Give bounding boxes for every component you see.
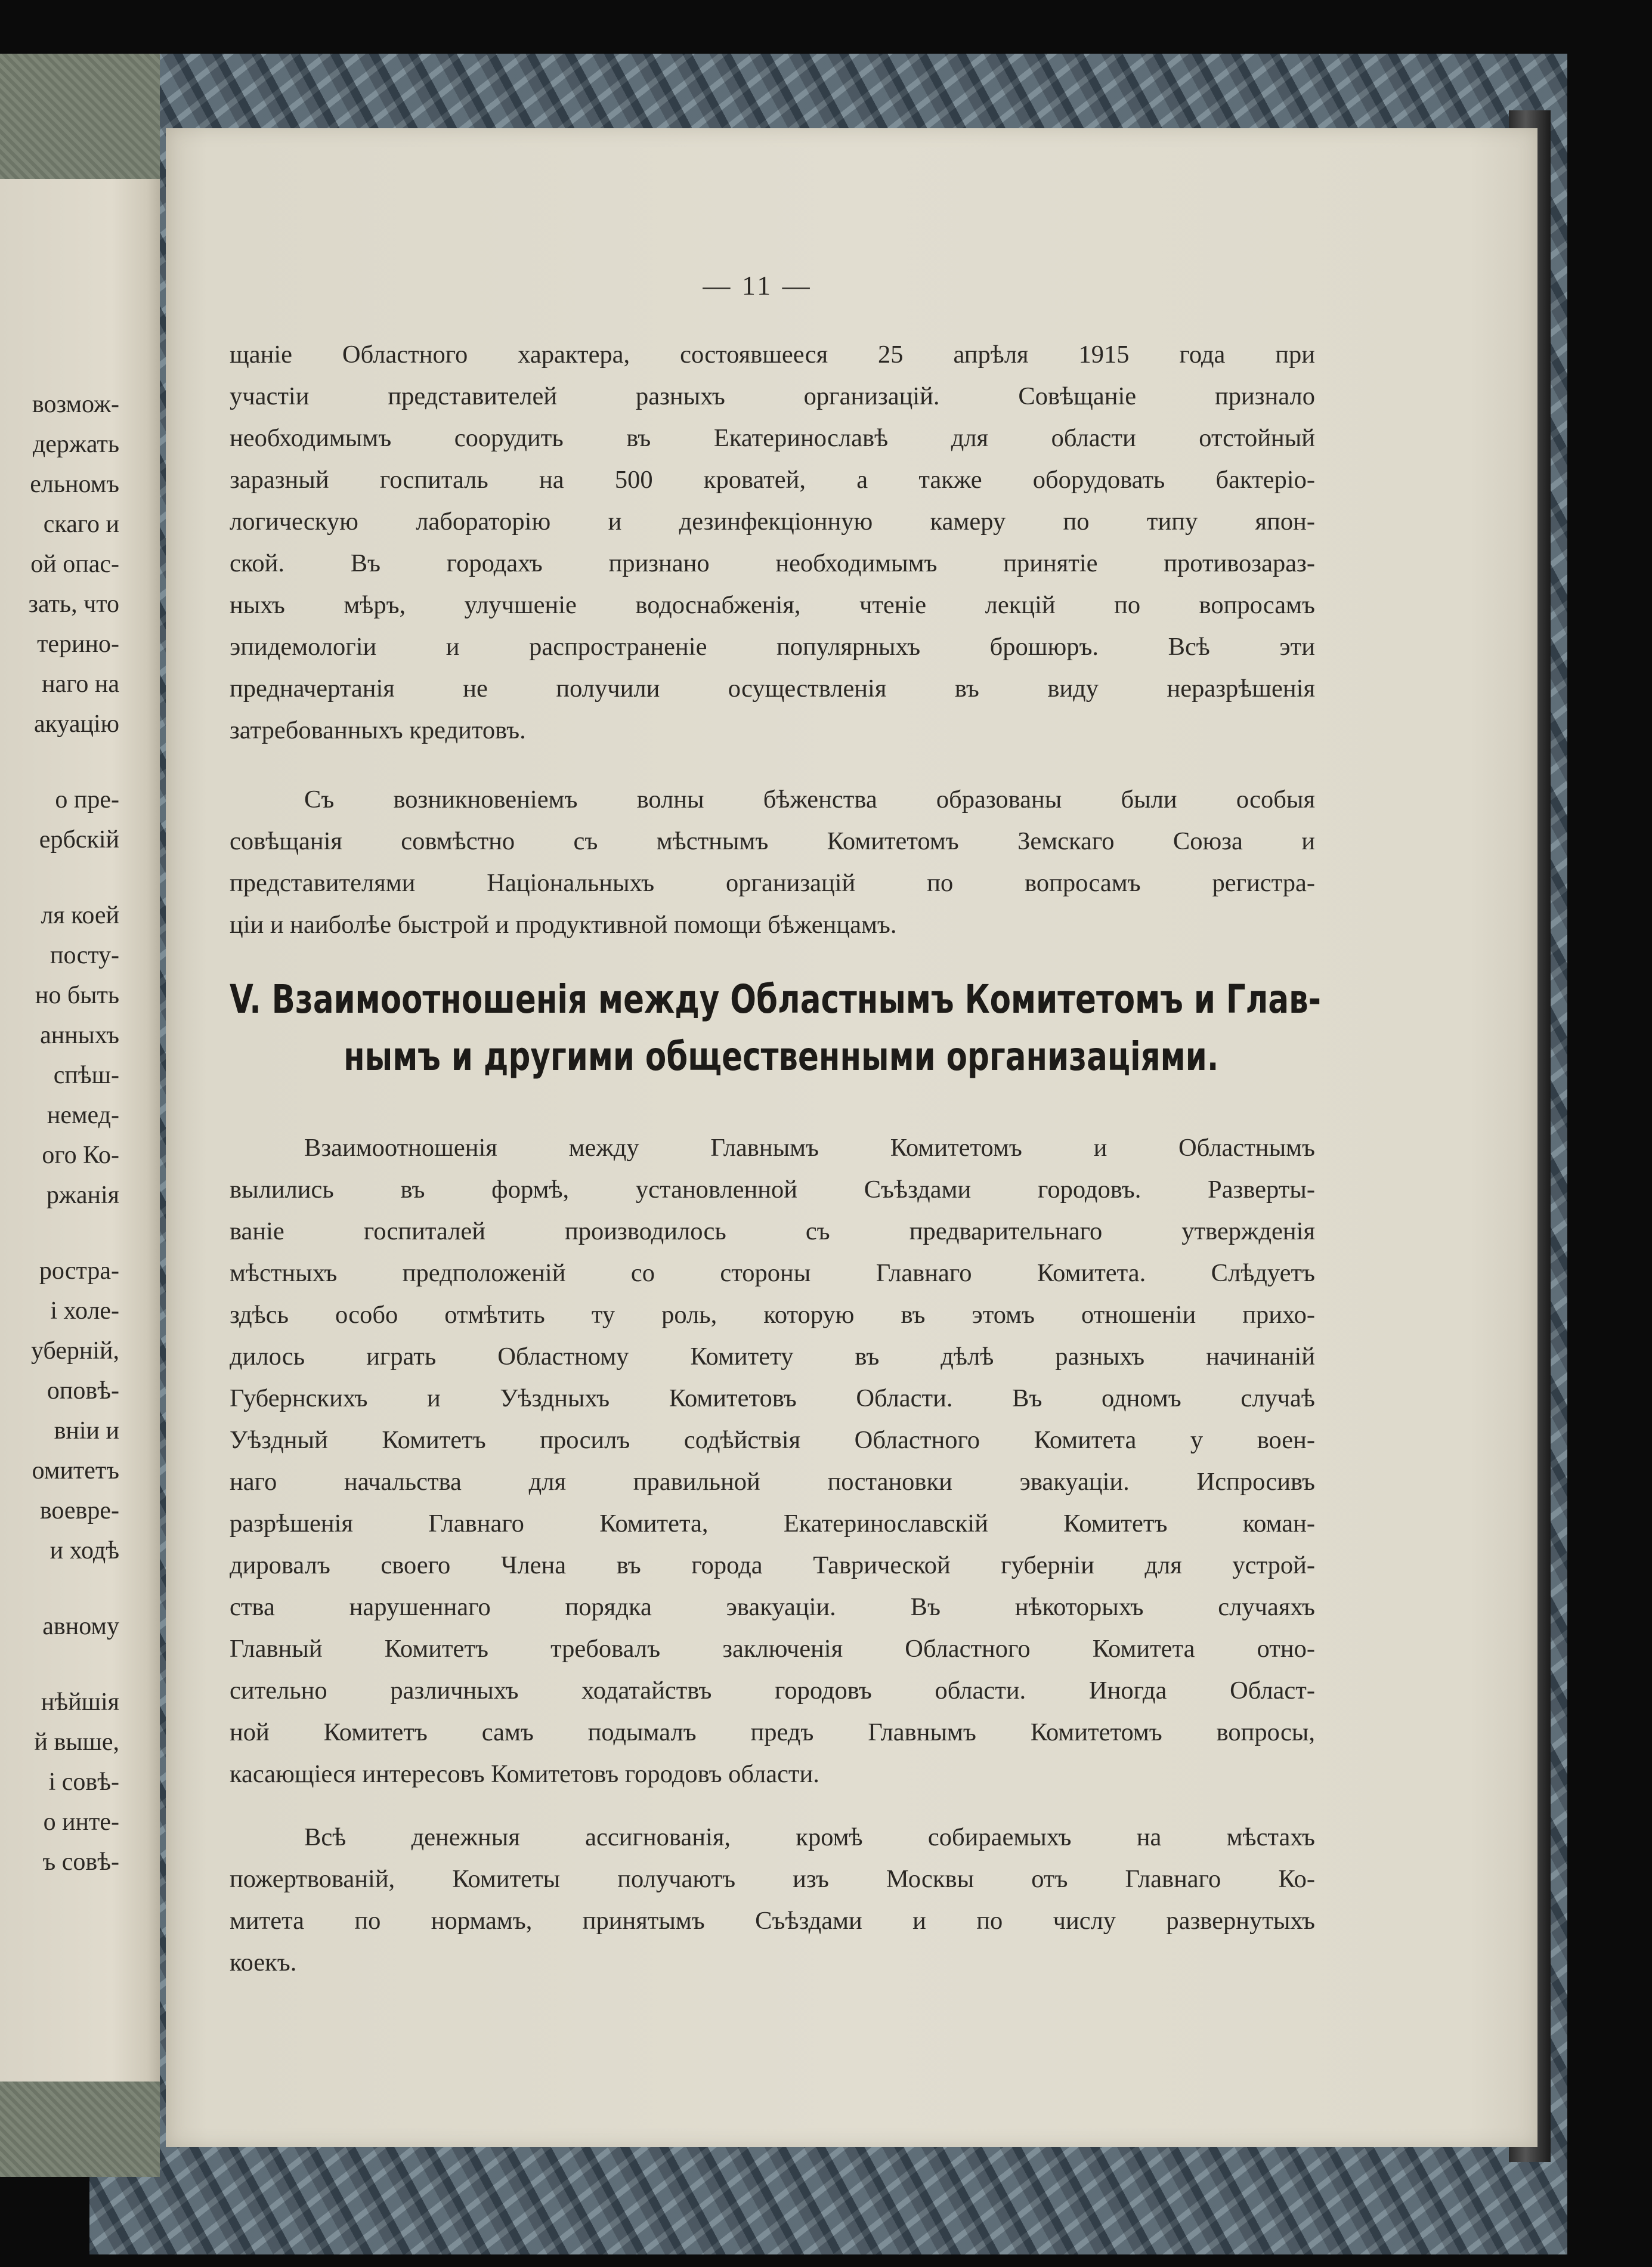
text-line: дилось играть Областному Комитету въ дѣлѣ разныхъ начинаній bbox=[230, 1343, 1315, 1371]
text-line: логическую лабораторію и дезинфекціонную камеру по типу япон- bbox=[230, 508, 1315, 536]
previous-page-edge bbox=[0, 54, 160, 2177]
paragraph-1 bbox=[230, 334, 1315, 751]
binding-cloth-bottom bbox=[0, 2082, 160, 2177]
previous-page-fragment: возмож- bbox=[32, 391, 119, 418]
text-line: Главный Комитетъ требовалъ заключенія Областного Комитета отно- bbox=[230, 1635, 1315, 1663]
paragraph-2 bbox=[230, 779, 1315, 946]
previous-page-fragment: спѣш- bbox=[53, 1062, 119, 1089]
paragraph-4 bbox=[230, 1817, 1315, 1984]
body-text-top bbox=[230, 334, 1315, 946]
previous-page-fragment: акуацію bbox=[33, 710, 119, 738]
text-line: сительно различныхъ ходатайствъ городовъ области. Иногда Област- bbox=[230, 1677, 1315, 1705]
text-line: ныхъ мѣръ, улучшеніе водоснабженія, чтеніе лекцій по вопросамъ bbox=[230, 591, 1315, 619]
previous-page-fragment: ля коей bbox=[41, 902, 119, 929]
text-line: ской. Въ городахъ признано необходимымъ принятіе противозараз- bbox=[230, 549, 1315, 577]
previous-page-fragment: уберній, bbox=[30, 1337, 119, 1365]
previous-page-fragment: терино- bbox=[37, 630, 119, 658]
binding-cloth-top bbox=[0, 54, 160, 179]
previous-page-text bbox=[0, 385, 119, 1882]
page-number: — 11 — bbox=[703, 270, 812, 301]
text-line: мѣстныхъ предположеній со стороны Главнаго Комитета. Слѣдуетъ bbox=[230, 1259, 1315, 1287]
previous-page-fragment: ельномъ bbox=[30, 471, 119, 498]
text-line: Взаимоотношенія между Главнымъ Комитетомъ и Областнымъ bbox=[304, 1134, 1315, 1162]
previous-page-fragment: анныхъ bbox=[40, 1022, 119, 1049]
text-line: ной Комитетъ самъ подымалъ предъ Главнымъ Комитетомъ вопросы, bbox=[230, 1718, 1315, 1746]
previous-page-fragment: ржанія bbox=[46, 1182, 119, 1209]
text-line: эпидемологіи и распространеніе популярныхъ брошюръ. Всѣ эти bbox=[230, 633, 1315, 661]
text-line: участіи представителей разныхъ организацій. Совѣщаніе признало bbox=[230, 382, 1315, 410]
text-line: разрѣшенія Главнаго Комитета, Екатеринославскій Комитетъ коман- bbox=[230, 1510, 1315, 1538]
text-line: касающіеся интересовъ Комитетовъ городовъ области. bbox=[230, 1760, 819, 1788]
paragraph-3 bbox=[230, 1127, 1315, 1795]
previous-page-fragment: ой опас- bbox=[30, 550, 119, 578]
previous-page-fragment: наго на bbox=[42, 670, 119, 698]
text-line: Съ возникновеніемъ волны бѣженства образованы были особыя bbox=[304, 785, 1315, 814]
text-line: совѣщанія совмѣстно съ мѣстнымъ Комитетомъ Земскаго Союза и bbox=[230, 827, 1315, 855]
previous-page-fragment: й выше, bbox=[34, 1728, 119, 1756]
text-line: представителями Національныхъ организацій по вопросамъ регистра- bbox=[230, 869, 1315, 897]
text-line: митета по нормамъ, принятымъ Съѣздами и по числу развернутыхъ bbox=[230, 1907, 1315, 1935]
previous-page-fragment: и ходѣ bbox=[50, 1537, 119, 1564]
previous-page-fragment: о инте- bbox=[43, 1808, 119, 1836]
text-line: вылились въ формѣ, установленной Съѣздами городовъ. Разверты- bbox=[230, 1176, 1315, 1204]
text-line: затребованныхъ кредитовъ. bbox=[230, 716, 526, 744]
previous-page-fragment: скаго и bbox=[43, 511, 119, 538]
previous-page-fragment: оповѣ- bbox=[47, 1377, 119, 1405]
text-line: ціи и наиболѣе быстрой и продуктивной помощи бѣженцамъ. bbox=[230, 911, 897, 939]
previous-page-fragment: нѣйшія bbox=[41, 1688, 119, 1716]
text-line: необходимымъ соорудить въ Екатеринославѣ для области отстойный bbox=[230, 424, 1315, 452]
text-line: заразный госпиталь на 500 кроватей, а также оборудовать бактеріо- bbox=[230, 466, 1315, 494]
previous-page-fragment: но быть bbox=[35, 982, 119, 1009]
text-line: ваніе госпиталей производилось съ предварительнаго утвержденія bbox=[230, 1217, 1315, 1245]
text-line: ства нарушеннаго порядка эвакуаціи. Въ нѣкоторыхъ случаяхъ bbox=[230, 1593, 1315, 1621]
previous-page-fragment: омитетъ bbox=[32, 1457, 119, 1484]
previous-page-fragment: держать bbox=[32, 431, 119, 458]
text-line: предначертанія не получили осуществленія въ виду неразрѣшенія bbox=[230, 675, 1315, 703]
text-line: пожертвованій, Комитеты получаютъ изъ Москвы отъ Главнаго Ко- bbox=[230, 1865, 1315, 1893]
previous-page-fragment: рострa- bbox=[39, 1257, 119, 1285]
section-heading-line-1: V. Взаимоотношенія между Областнымъ Комитетомъ и Глав- bbox=[230, 976, 1322, 1022]
previous-page-fragment: ого Ко- bbox=[42, 1142, 119, 1169]
previous-page-fragment: ъ совѣ- bbox=[42, 1848, 119, 1876]
previous-page-fragment: зать, что bbox=[28, 590, 119, 618]
section-heading bbox=[230, 971, 1322, 1085]
text-line: коекъ. bbox=[230, 1949, 297, 1977]
previous-page-fragment: немед- bbox=[47, 1102, 119, 1129]
previous-page-fragment: і совѣ- bbox=[48, 1768, 119, 1796]
text-line: здѣсь особо отмѣтить ту роль, которую въ этомъ отношеніи прихо- bbox=[230, 1301, 1315, 1329]
previous-page-fragment: о пре- bbox=[55, 786, 119, 814]
previous-page-fragment: авному bbox=[42, 1613, 119, 1640]
body-text-bottom bbox=[230, 1127, 1315, 1984]
text-line: Всѣ денежныя ассигнованія, кромѣ собираемыхъ на мѣстахъ bbox=[304, 1823, 1315, 1851]
previous-page-fragment: посту- bbox=[50, 942, 119, 969]
text-line: щаніе Областного характера, состоявшееся 25 апрѣля 1915 года при bbox=[230, 341, 1315, 369]
previous-page-fragment: вніи и bbox=[54, 1417, 119, 1445]
section-heading-line-2: нымъ и другими общественными организаціями. bbox=[344, 1034, 1219, 1080]
text-line: Уѣздный Комитетъ просилъ содѣйствія Областного Комитета у воен- bbox=[230, 1426, 1315, 1454]
previous-page-fragment: і холе- bbox=[50, 1297, 119, 1325]
text-line: дировалъ своего Члена въ города Таврической губерніи для устрой- bbox=[230, 1551, 1315, 1579]
text-line: Губернскихъ и Уѣздныхъ Комитетовъ Области. Въ одномъ случаѣ bbox=[230, 1384, 1315, 1412]
text-line: наго начальства для правильной постановки эвакуаціи. Испросивъ bbox=[230, 1468, 1315, 1496]
previous-page-fragment: ербскій bbox=[39, 826, 119, 853]
previous-page-fragment: воевре- bbox=[39, 1497, 119, 1524]
